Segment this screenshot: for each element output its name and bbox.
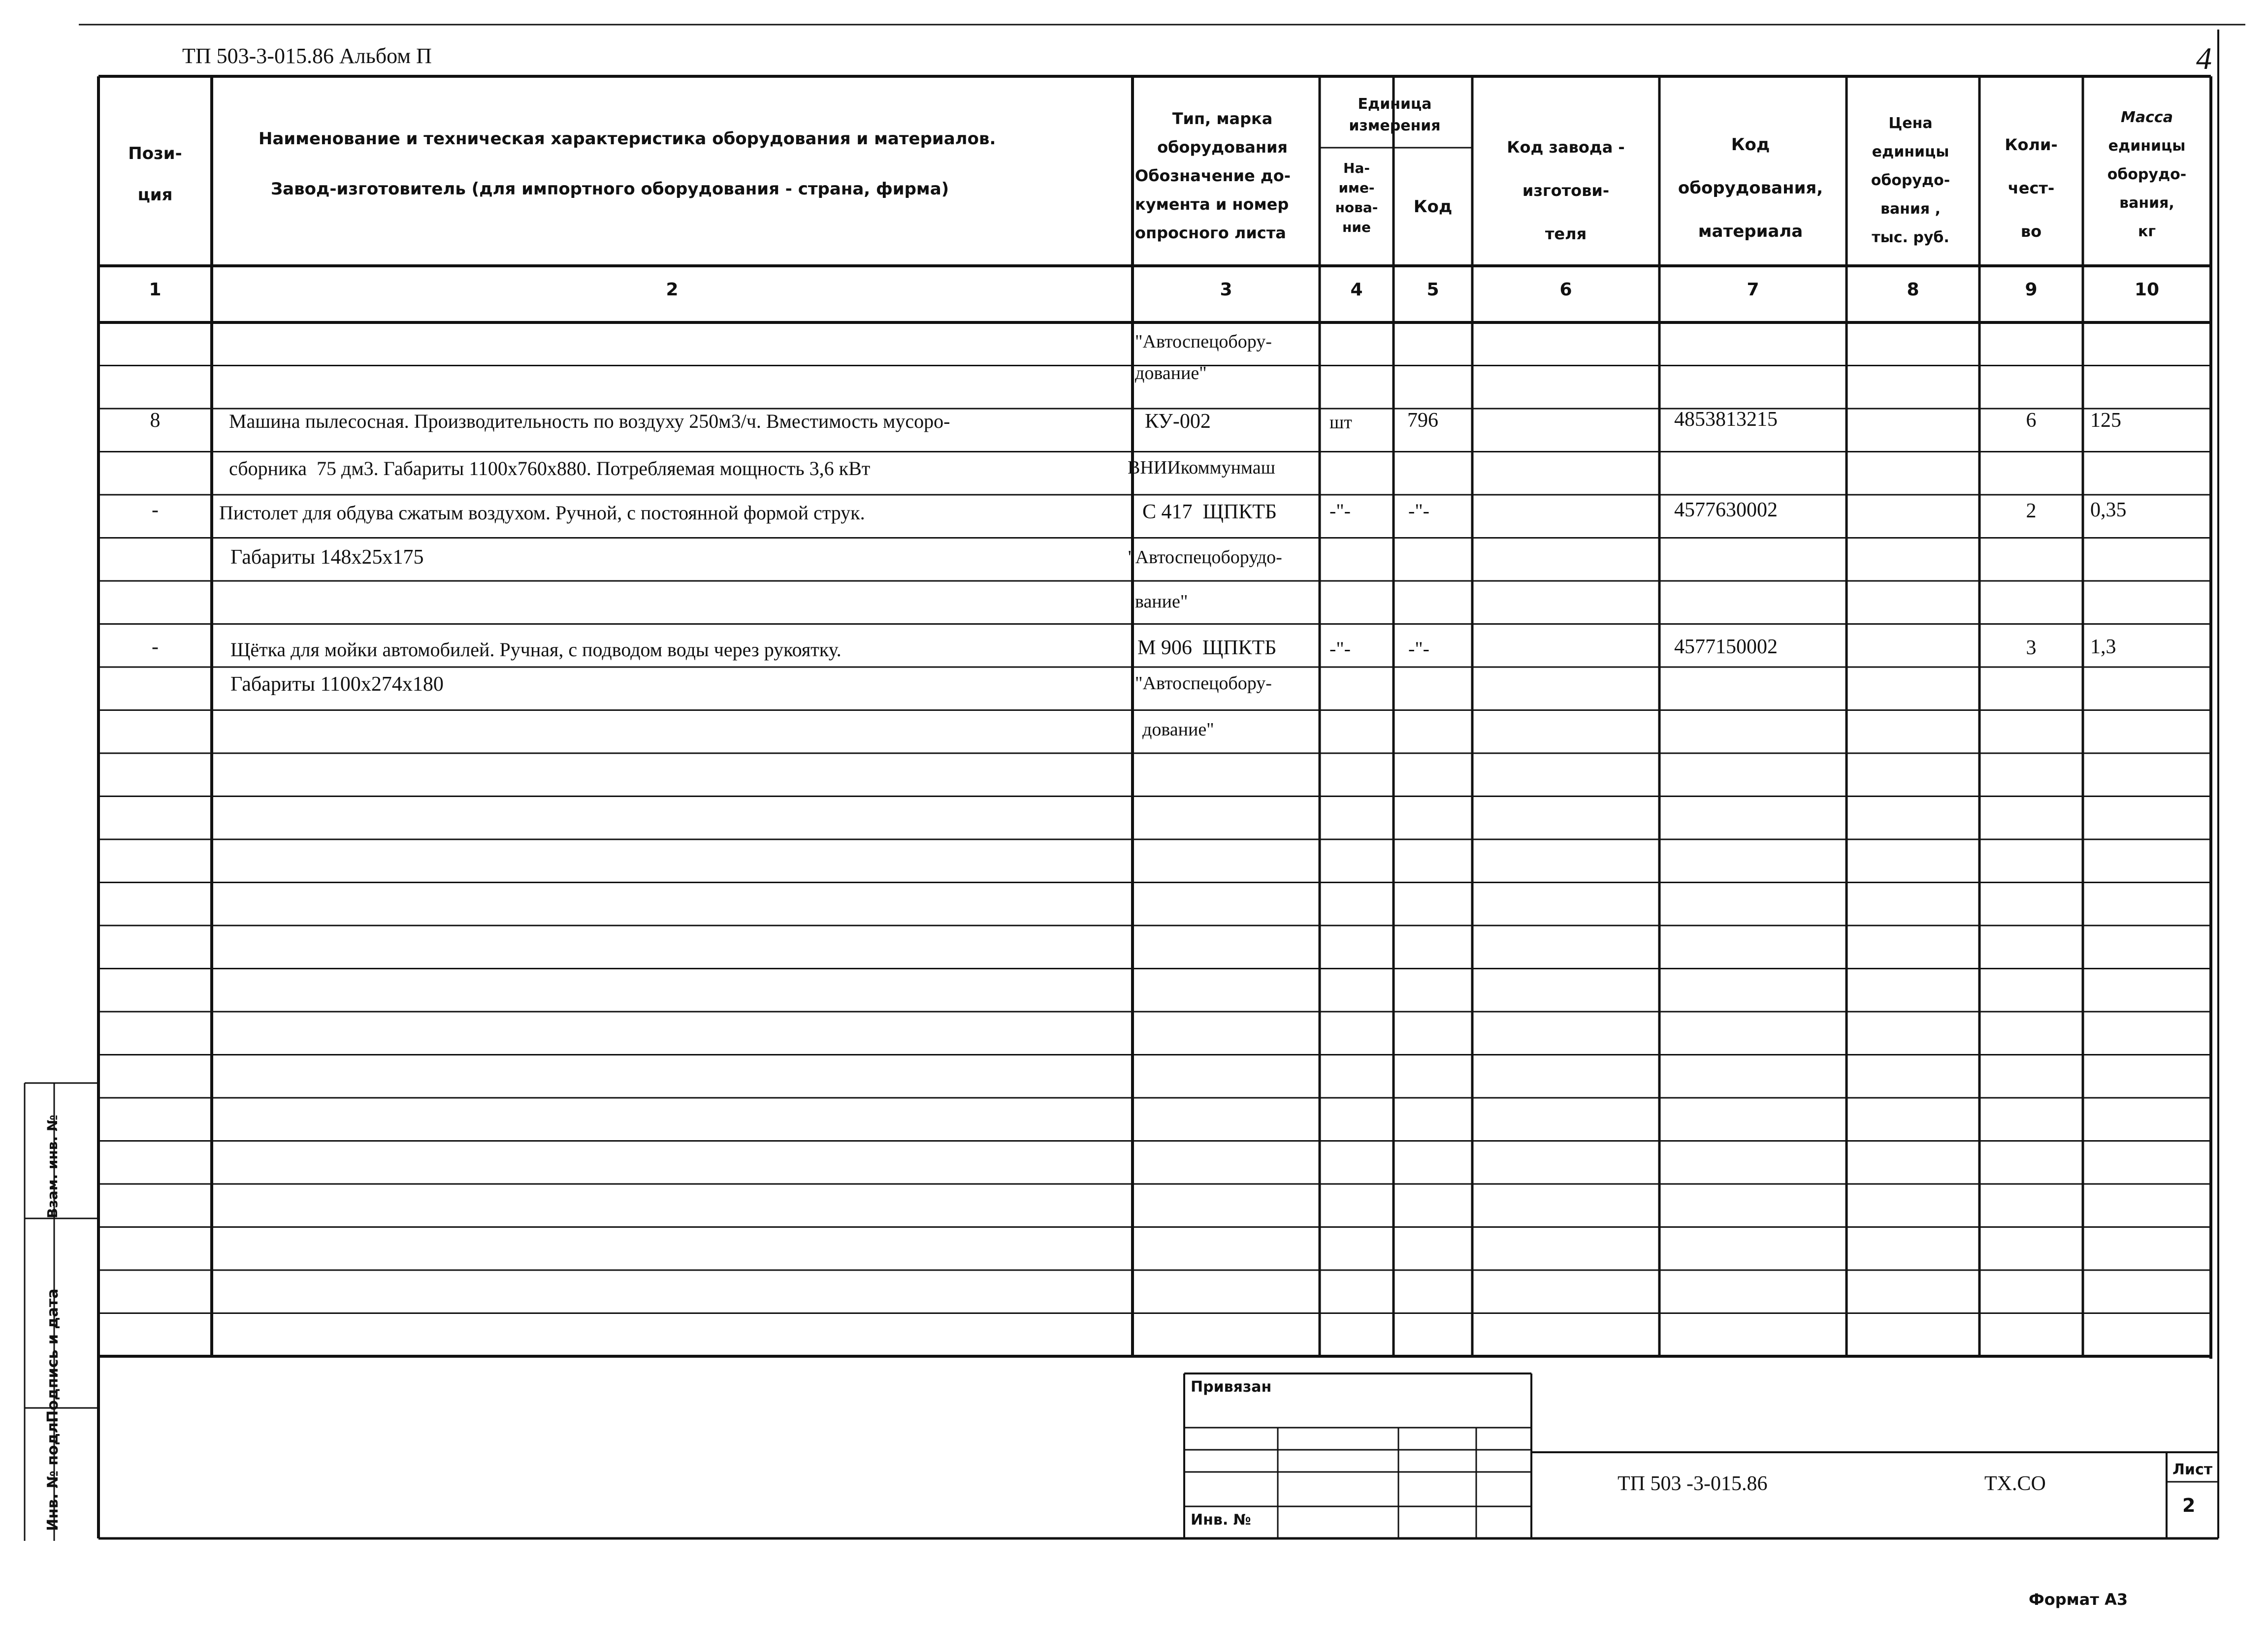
header-price-line5: тыс. руб. xyxy=(1872,229,1949,246)
row-quantity: 3 xyxy=(2026,637,2037,659)
row-description: Габариты 1100x274x180 xyxy=(230,673,444,696)
page-mark: 4 xyxy=(2196,41,2212,76)
header-price-line2: единицы xyxy=(1872,143,1949,160)
header-factory-code-line2: изготови- xyxy=(1522,181,1610,200)
column-number-3: 3 xyxy=(1220,280,1232,300)
header-position-line1: Пози- xyxy=(128,144,182,163)
header-unit-line2: измерения xyxy=(1349,117,1441,134)
header-name-line2: Завод-изготовитель (для импортного оборудования - страна, фирма) xyxy=(271,179,949,199)
side-stamp-sign: Подпись и дата xyxy=(44,1288,62,1423)
side-stamp-vzam: Взам. инв. № xyxy=(44,1115,61,1218)
header-mass-line1: Масса xyxy=(2121,109,2173,126)
header-type-line1: Тип, марка xyxy=(1172,109,1273,128)
stamp-inv-no: Инв. № xyxy=(1191,1511,1251,1529)
row-unit-name: шт xyxy=(1329,412,1352,433)
row-mass: 0,35 xyxy=(2090,499,2127,521)
header-position xyxy=(98,133,212,216)
row-type: дование" xyxy=(1142,719,1214,740)
header-unit-name-line4: ние xyxy=(1342,219,1371,235)
row-unit-code: -"- xyxy=(1408,638,1429,660)
row-type: "Автоспецобору- xyxy=(1135,331,1272,352)
row-type: КУ-002 xyxy=(1145,410,1211,433)
header-mass-line4: вания, xyxy=(2119,194,2174,212)
header-equipment-code xyxy=(1659,123,1842,253)
header-mass-line2: единицы xyxy=(2108,137,2186,155)
header-price xyxy=(1844,109,1977,252)
header-price-line3: оборудо- xyxy=(1871,172,1950,189)
row-type: "Автоспецобору- xyxy=(1135,673,1272,694)
header-unit-name-line3: нова- xyxy=(1335,199,1378,216)
column-number-10: 10 xyxy=(2134,280,2160,300)
row-description: Габариты 148x25x175 xyxy=(230,546,424,569)
column-number-9: 9 xyxy=(2025,280,2038,300)
row-position: - xyxy=(152,636,159,658)
row-equipment-code: 4853813215 xyxy=(1674,408,1778,431)
header-position-line2: ция xyxy=(137,185,173,205)
column-number-2: 2 xyxy=(666,280,679,300)
stamp-sheet-code: ТХ.СО xyxy=(1984,1472,2046,1495)
column-number-8: 8 xyxy=(1907,280,1919,300)
header-quantity xyxy=(1982,123,2080,253)
header-unit-code: Код xyxy=(1413,197,1453,217)
header-mass-line3: оборудо- xyxy=(2107,166,2187,183)
row-quantity: 6 xyxy=(2026,409,2037,432)
format-label: Формат А3 xyxy=(2029,1590,2128,1609)
header-equipment-code-line3: материала xyxy=(1698,222,1803,241)
stamp-list-label: Лист xyxy=(2172,1461,2213,1478)
header-factory-code-line1: Код завода - xyxy=(1507,138,1625,157)
row-type: С 417 ЩПКТБ xyxy=(1142,501,1277,523)
header-factory-code xyxy=(1475,126,1657,255)
header-price-line4: вания , xyxy=(1880,200,1941,218)
header-unit-name xyxy=(1320,159,1393,237)
row-description: сборника 75 дм3. Габариты 1100x760x880. Потребляемая мощность 3,6 кВт xyxy=(229,457,871,479)
header-type xyxy=(1135,104,1310,247)
header-price-line1: Цена xyxy=(1888,115,1933,132)
column-number-5: 5 xyxy=(1426,280,1439,300)
row-equipment-code: 4577630002 xyxy=(1674,499,1778,521)
row-mass: 1,3 xyxy=(2090,636,2116,658)
row-mass: 125 xyxy=(2090,409,2121,432)
header-mass-line5: кг xyxy=(2138,223,2156,240)
header-quantity-line1: Коли- xyxy=(2005,135,2058,154)
header-mass xyxy=(2083,103,2211,246)
column-number-4: 4 xyxy=(1350,280,1363,300)
row-type: ВНИИкоммунмаш xyxy=(1128,457,1275,478)
row-type: М 906 ЩПКТБ xyxy=(1137,637,1277,659)
header-type-line5: опросного листа xyxy=(1135,223,1286,242)
header-unit-name-line1: На- xyxy=(1343,160,1370,176)
row-unit-code: -"- xyxy=(1408,500,1429,522)
header-equipment-code-line2: оборудования, xyxy=(1678,178,1823,198)
row-description: Машина пылесосная. Производительность по воздуху 250м3/ч. Вместимость мусоро- xyxy=(229,410,950,432)
stamp-doc-code: ТП 503 -3-015.86 xyxy=(1618,1472,1768,1495)
header-unit-name-line2: име- xyxy=(1338,180,1375,196)
header-quantity-line2: чест- xyxy=(2008,179,2055,197)
header-quantity-line3: во xyxy=(2020,222,2042,241)
row-quantity: 2 xyxy=(2026,500,2037,522)
header-unit-line1: Единица xyxy=(1358,96,1432,113)
stamp-privyazan: Привязан xyxy=(1191,1378,1272,1396)
row-description: Щётка для мойки автомобилей. Ручная, с подводом воды через рукоятку. xyxy=(230,638,842,661)
header-equipment-code-line1: Код xyxy=(1731,135,1770,155)
header-factory-code-line3: теля xyxy=(1545,224,1587,243)
row-type: дование" xyxy=(1135,363,1207,383)
row-unit-code: 796 xyxy=(1407,409,1438,432)
header-type-line3: Обозначение до- xyxy=(1135,166,1291,185)
column-number-6: 6 xyxy=(1559,280,1572,300)
row-description: Пистолет для обдува сжатым воздухом. Ручной, с постоянной формой струк. xyxy=(219,502,865,524)
row-type: вание" xyxy=(1135,591,1188,612)
header-unit-group xyxy=(1320,94,1470,137)
column-number-7: 7 xyxy=(1747,280,1759,300)
row-type: "Автоспецоборудо- xyxy=(1128,547,1282,568)
header-type-line2: оборудования xyxy=(1157,138,1288,157)
album-title: ТП 503-3-015.86 Альбом П xyxy=(182,44,432,68)
column-number-1: 1 xyxy=(149,280,162,300)
row-unit-name: -"- xyxy=(1329,500,1351,522)
header-name-line1: Наименование и техническая характеристика оборудования и материалов. xyxy=(259,129,996,149)
row-position: 8 xyxy=(150,409,161,432)
row-position: - xyxy=(152,499,159,521)
header-type-line4: кумента и номер xyxy=(1135,195,1289,214)
side-stamp-inv: Инв. № подл. xyxy=(44,1416,62,1531)
row-unit-name: -"- xyxy=(1329,638,1351,660)
row-equipment-code: 4577150002 xyxy=(1674,636,1778,658)
stamp-list-no: 2 xyxy=(2182,1495,2196,1516)
